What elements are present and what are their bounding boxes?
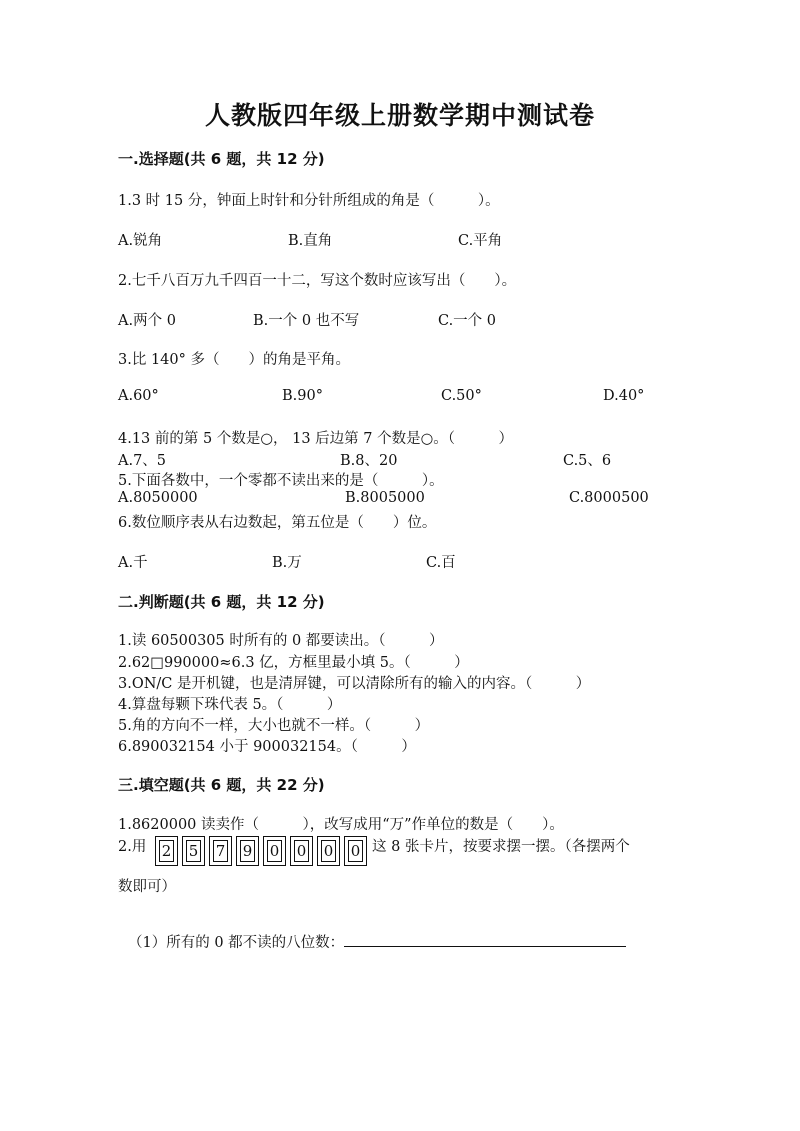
digit-card: 0: [317, 836, 340, 866]
option-1-1-a: A.锐角: [118, 233, 163, 249]
option-1-6-a: A.千: [118, 555, 148, 571]
option-1-2-b: B.一个 0 也不写: [253, 313, 360, 329]
question-1-5: 5.下面各数中，一个零都不读出来的是（ ）。: [118, 473, 444, 489]
judgement-item-5: 5.角的方向不一样，大小也就不一样。（ ）: [118, 718, 430, 734]
fill-question-2-continued: 数即可）: [118, 879, 176, 895]
sub-question-label: （1）所有的 0 都不读的八位数：: [128, 935, 345, 951]
judgement-item-6: 6.890032154 小于 900032154。（ ）: [118, 739, 416, 755]
option-1-2-c: C.一个 0: [438, 313, 497, 329]
question-1-6: 6.数位顺序表从右边数起，第五位是（ ）位。: [118, 515, 437, 531]
option-1-4-a: A.7、5: [118, 453, 167, 469]
fill-question-1: 1.8620000 读卖作（ ），改写成用“万”作单位的数是（ ）。: [118, 817, 564, 833]
digit-card: 0: [263, 836, 286, 866]
option-1-1-b: B.直角: [288, 233, 333, 249]
section-heading-choice: 一.选择题(共 6 题，共 12 分): [118, 150, 325, 168]
fill-question-2-suffix: 这 8 张卡片，按要求摆一摆。（各摆两个: [372, 839, 630, 855]
option-1-6-b: B.万: [272, 555, 302, 571]
fill-question-2-sub-1: [128, 931, 626, 952]
digit-cards: [155, 836, 367, 866]
option-1-1-c: C.平角: [458, 233, 503, 249]
option-1-5-b: B.8005000: [345, 490, 425, 506]
option-1-4-b: B.8、20: [340, 453, 398, 469]
question-1-4: 4.13 前的第 5 个数是○， 13 后边第 7 个数是○。（ ）: [118, 431, 514, 447]
option-1-3-d: D.40°: [603, 388, 645, 404]
answer-blank-line: [344, 932, 626, 947]
page-title: 人教版四年级上册数学期中测试卷: [204, 101, 595, 130]
judgement-item-4: 4.算盘每颗下珠代表 5。（ ）: [118, 697, 342, 713]
question-1-1: 1.3 时 15 分，钟面上时针和分针所组成的角是（ ）。: [118, 193, 500, 209]
option-1-3-b: B.90°: [282, 388, 323, 404]
option-1-5-a: A.8050000: [118, 490, 198, 506]
fill-question-2-prefix: 2.用: [118, 839, 147, 855]
option-1-2-a: A.两个 0: [118, 313, 176, 329]
digit-card: 7: [209, 836, 232, 866]
judgement-item-2: 2.62□990000≈6.3 亿，方框里最小填 5。（ ）: [118, 655, 469, 671]
option-1-6-c: C.百: [426, 555, 456, 571]
section-heading-fill: 三.填空题(共 6 题，共 22 分): [118, 776, 325, 794]
option-1-4-c: C.5、6: [563, 453, 612, 469]
judgement-item-1: 1.读 60500305 时所有的 0 都要读出。（ ）: [118, 633, 444, 649]
digit-card: 5: [182, 836, 205, 866]
option-1-3-c: C.50°: [441, 388, 482, 404]
question-1-2: 2.七千八百万九千四百一十二，写这个数时应该写出（ ）。: [118, 273, 517, 289]
judgement-item-3: 3.ON/C 是开机键，也是清屏键，可以清除所有的输入的内容。（ ）: [118, 676, 591, 692]
question-1-3: 3.比 140° 多（ ）的角是平角。: [118, 352, 350, 368]
digit-card: 0: [344, 836, 367, 866]
digit-card: 2: [155, 836, 178, 866]
digit-card: 0: [290, 836, 313, 866]
option-1-3-a: A.60°: [118, 388, 159, 404]
section-heading-judgement: 二.判断题(共 6 题，共 12 分): [118, 593, 325, 611]
option-1-5-c: C.8000500: [569, 490, 649, 506]
digit-card: 9: [236, 836, 259, 866]
